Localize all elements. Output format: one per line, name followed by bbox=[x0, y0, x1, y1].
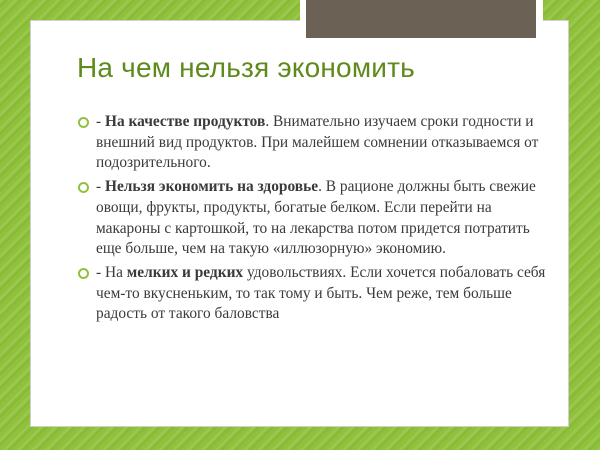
bullet-bold-text: На качестве продуктов bbox=[104, 113, 266, 130]
bullet-text: . В рационе должны быть свежие овощи, фрукты, продукты, богатые белком. Если перейти на макароны с картошкой, то на лекарства потом придется потратить еще больше, чем на такую «иллюзорную» экономию. bbox=[96, 178, 536, 258]
bullet-lead: - bbox=[96, 178, 105, 196]
bullet-list bbox=[78, 112, 548, 328]
slide-title: На чем нельзя экономить bbox=[77, 52, 415, 83]
bullet-lead: - bbox=[96, 113, 105, 130]
bullet-bold-text: Нельзя экономить на здоровье bbox=[104, 178, 319, 196]
bullet-bold-text: мелких и редких bbox=[126, 263, 244, 281]
bullet-text: удовольствиях. Если хочется побаловать себя чем-то вкусненьким, то так тому и быть. Чем реже, тем больше радость от такого баловства bbox=[96, 263, 546, 323]
bullet-item-health bbox=[78, 177, 548, 260]
bullet-circle-icon bbox=[78, 268, 89, 279]
bullet-circle-icon bbox=[78, 182, 89, 193]
bullet-text: . Внимательно изучаем сроки годности и внешний вид продуктов. При малейшем сомнении отказываемся от подозрительного. bbox=[96, 113, 539, 172]
decorative-header-frame bbox=[300, 0, 543, 47]
bullet-item-quality bbox=[78, 112, 548, 174]
bullet-lead: - На bbox=[96, 263, 127, 281]
bullet-circle-icon bbox=[78, 117, 89, 128]
bullet-item-pleasures bbox=[78, 263, 548, 325]
decorative-header-block bbox=[306, 0, 536, 38]
